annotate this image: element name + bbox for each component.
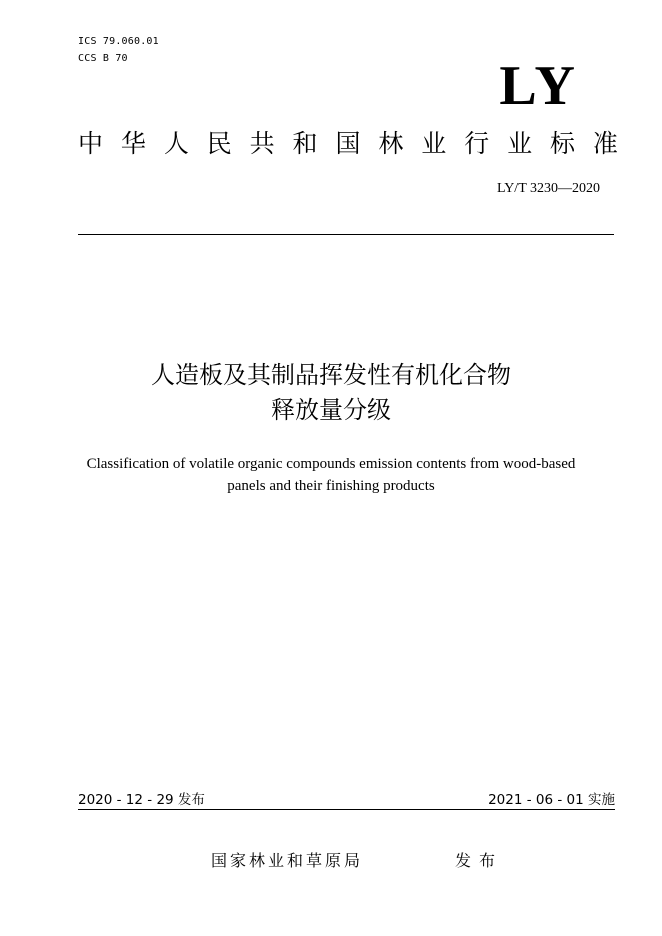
header-divider [78, 234, 614, 235]
standard-number: LY/T 3230—2020 [497, 181, 600, 196]
heading-char: 国 [335, 129, 361, 158]
heading-char: 华 [120, 129, 146, 158]
date-row [78, 791, 615, 809]
issuing-authority: 国家林业和草原局 [211, 851, 364, 870]
standard-category-heading [78, 128, 618, 160]
heading-char: 林 [378, 129, 404, 158]
classification-codes [78, 33, 159, 67]
chinese-title-line-1: 人造板及其制品挥发性有机化合物 [151, 361, 511, 389]
issue-label: 发布 [455, 851, 504, 870]
ccs-code: CCS B 70 [78, 53, 128, 64]
footer-divider [78, 809, 615, 810]
heading-char: 共 [249, 129, 275, 158]
implementation-date: 2021 - 06 - 01 实施 [488, 792, 615, 808]
heading-char: 标 [549, 129, 575, 158]
chinese-title [0, 358, 662, 428]
english-title-line-1: Classification of volatile organic compounds emission contents from wood-based [86, 456, 576, 472]
english-title-line-2: panels and their finishing products [227, 478, 435, 494]
heading-char: 行 [464, 129, 490, 158]
ics-code: ICS 79.060.01 [78, 36, 159, 47]
release-date: 2020 - 12 - 29 发布 [78, 792, 205, 808]
chinese-title-line-2: 释放量分级 [271, 396, 391, 424]
heading-char: 和 [292, 129, 318, 158]
english-title [0, 453, 662, 497]
standard-logo: LY [499, 55, 578, 117]
heading-char: 中 [78, 129, 104, 158]
heading-char: 准 [592, 129, 618, 158]
heading-char: 业 [507, 129, 533, 158]
heading-char: 民 [206, 129, 232, 158]
heading-char: 人 [163, 129, 189, 158]
heading-char: 业 [421, 129, 447, 158]
